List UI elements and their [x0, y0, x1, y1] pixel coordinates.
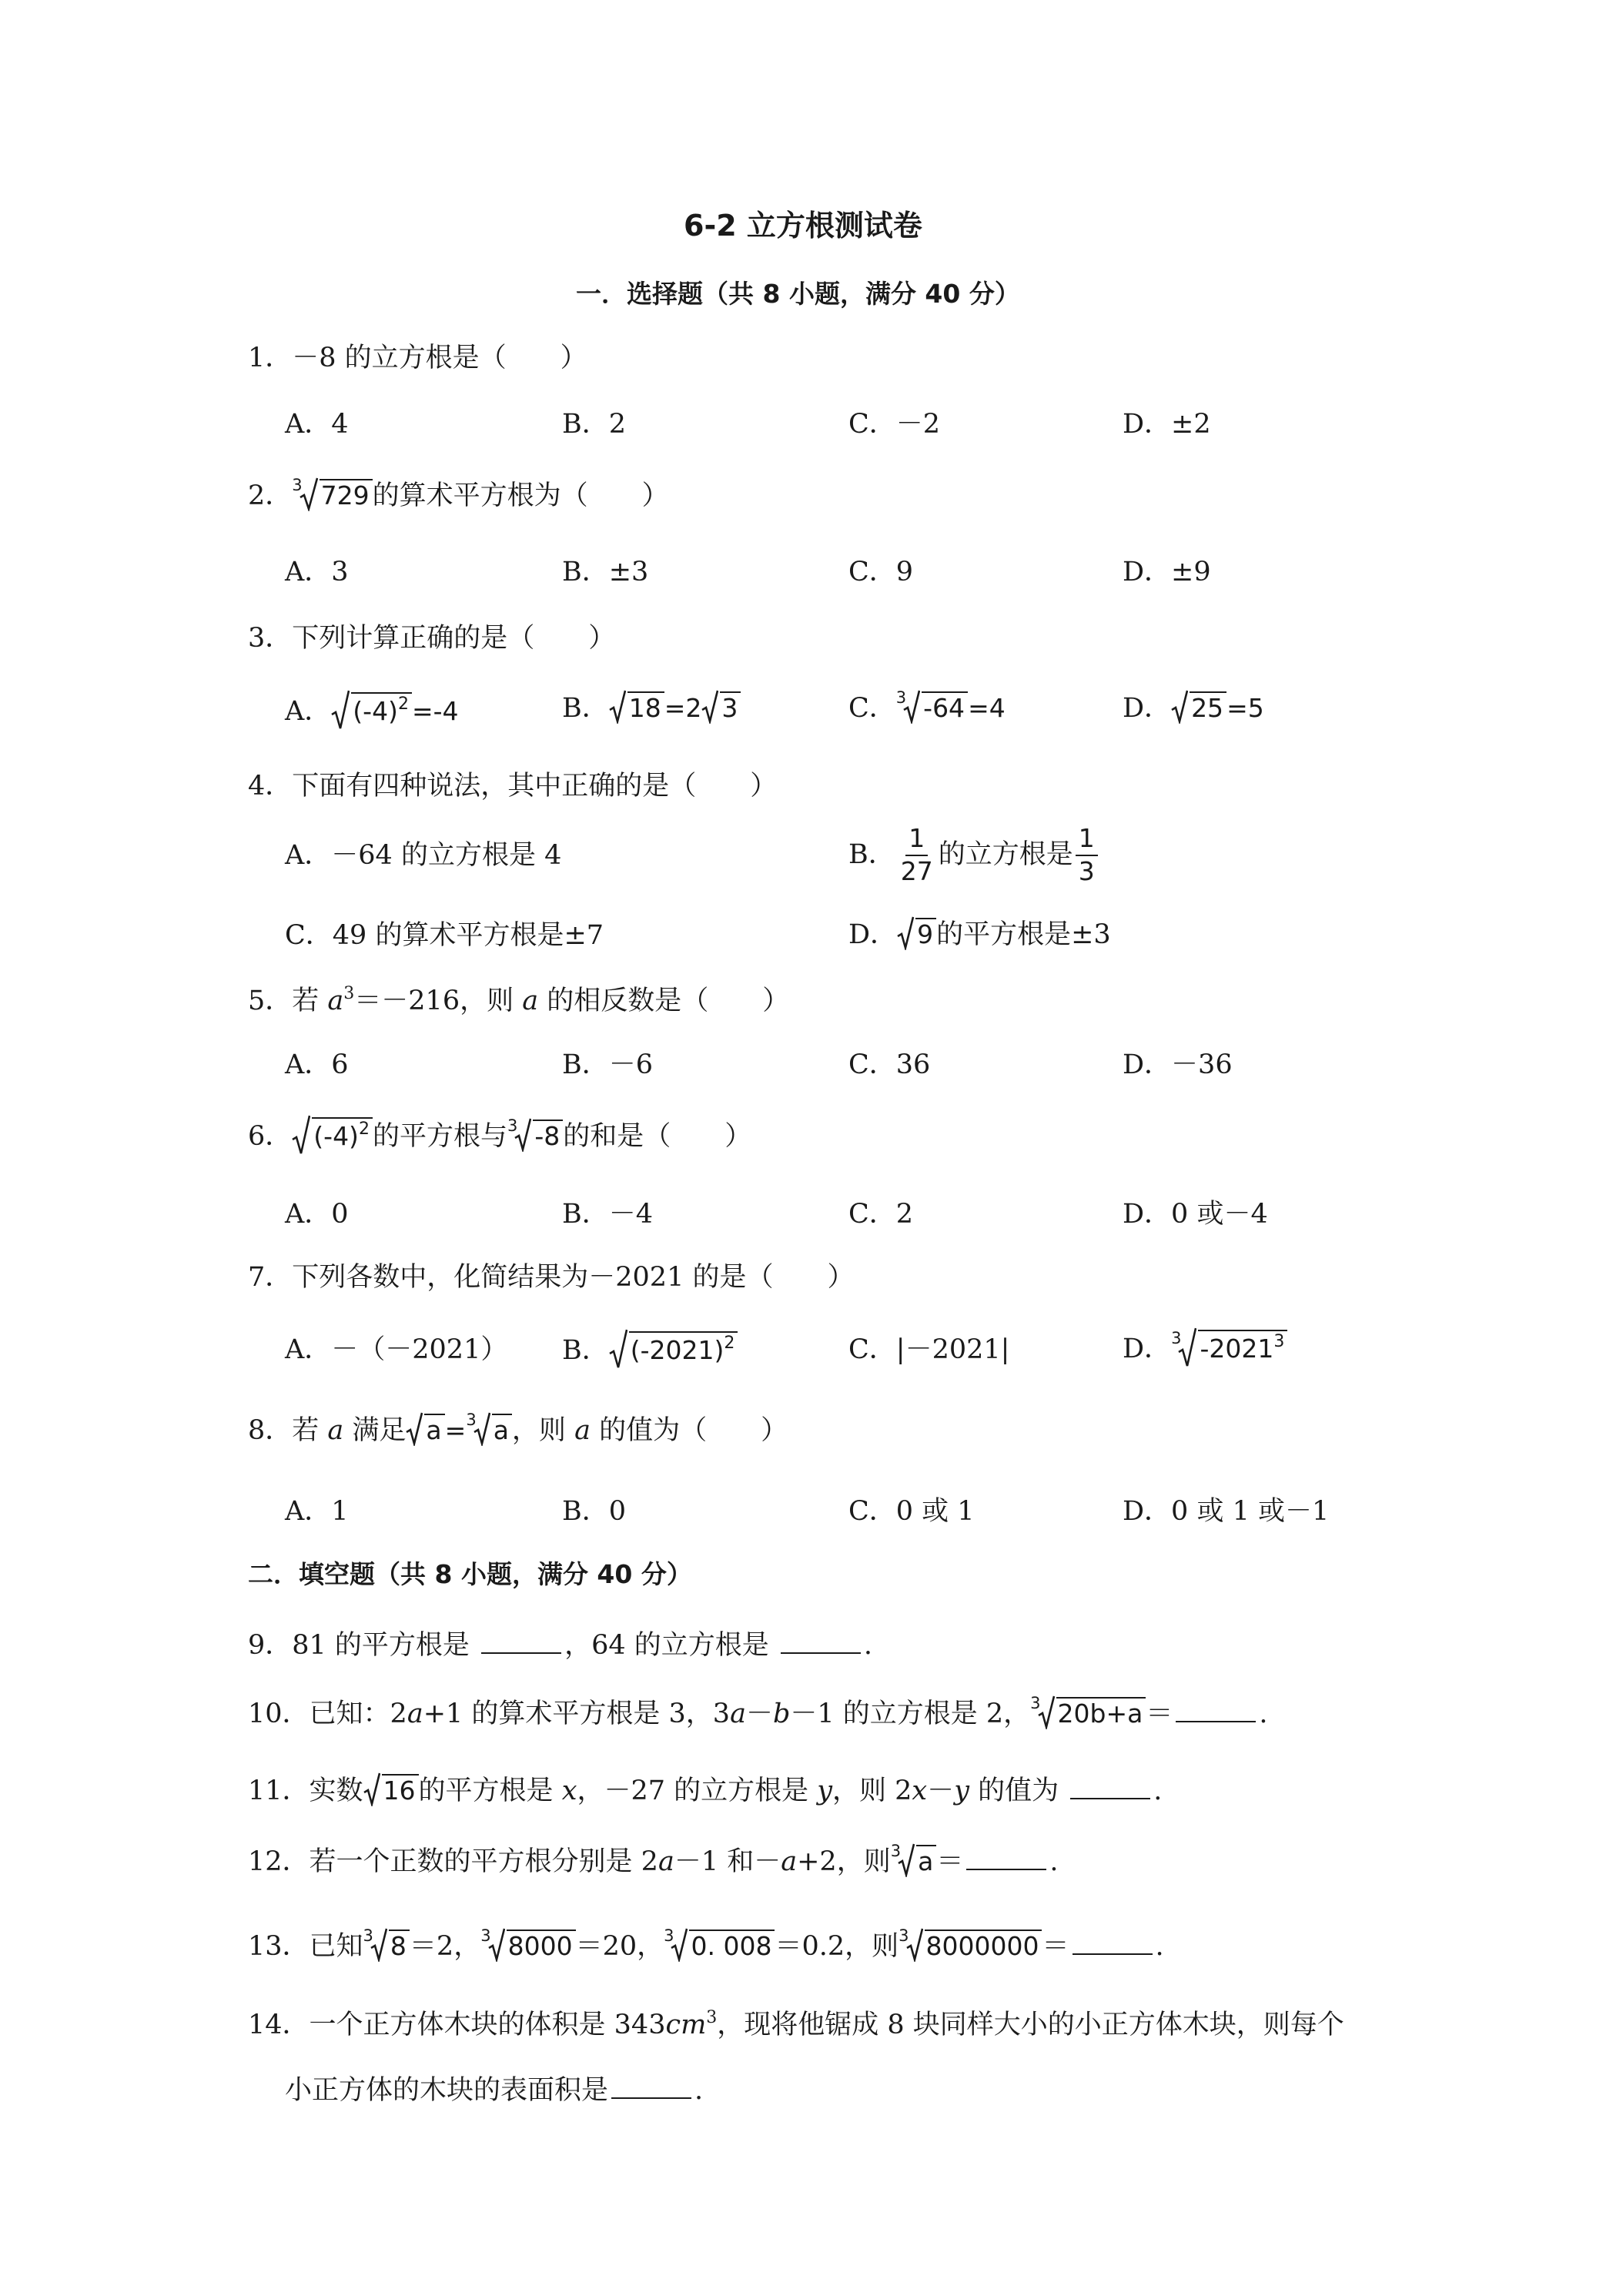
q9-part-1: 9．81 的平方根是 — [248, 1630, 479, 1661]
q8-option-b: B．0 — [562, 1496, 626, 1527]
q13-radicand-4: 8000000 — [925, 1930, 1042, 1959]
q8-mid: 满足 — [343, 1415, 407, 1446]
q11-v4: y — [954, 1776, 969, 1806]
q4-option-c: C．49 的算术平方根是±7 — [285, 920, 604, 951]
q12-radicand: a — [916, 1845, 936, 1874]
q3-c-radicand: -64 — [922, 691, 968, 721]
question-3-stem: 3．下列计算正确的是（ ） — [248, 623, 616, 654]
radical-icon — [903, 690, 920, 729]
q12-v1: a — [658, 1846, 674, 1877]
question-8-stem — [248, 1412, 788, 1451]
question-5-stem — [248, 986, 789, 1015]
fraction-numerator: 1 — [905, 825, 928, 856]
q11-v1: x — [561, 1776, 577, 1806]
q8-pre: 8．若 — [248, 1415, 328, 1446]
q4-b-fraction — [898, 825, 936, 885]
radical-icon — [897, 916, 914, 956]
radical-icon — [1171, 690, 1188, 729]
q14-p2: ，现将他锯成 8 块同样大小的小正方体木块，则每个 — [717, 2010, 1344, 2040]
q4-d-radicand: 9 — [915, 918, 936, 947]
q13-index-4: 3 — [899, 1926, 909, 1945]
q14-p3: . — [694, 2075, 704, 2106]
q4-b-mid: 的立方根是 — [938, 839, 1073, 871]
radical-icon — [514, 1118, 531, 1157]
question-13 — [248, 1928, 1164, 1967]
page-title: 6-2 立方根测试卷 — [684, 209, 922, 243]
q5-mid: ＝－216，则 — [354, 986, 523, 1016]
q7-option-b — [562, 1329, 738, 1374]
question-12 — [248, 1843, 1058, 1883]
q11-v3: x — [912, 1776, 928, 1806]
q10-index: 3 — [1030, 1694, 1041, 1712]
q5-pre: 5．若 — [248, 986, 328, 1016]
section-2-heading: 二．填空题（共 8 小题，满分 40 分） — [248, 1559, 692, 1589]
q12-p4: ＝ — [936, 1846, 964, 1877]
q7-d-exp: 3 — [1273, 1332, 1285, 1351]
q10-p3: － — [745, 1699, 773, 1729]
radical-icon — [370, 1928, 387, 1967]
q3-c-label: C． — [848, 693, 896, 724]
radical-icon — [701, 690, 718, 729]
q10-radicand: 20b+a — [1056, 1697, 1146, 1726]
q4-b-label: B． — [848, 839, 895, 871]
q4-option-a: A．－64 的立方根是 4 — [285, 840, 562, 871]
radical-icon — [474, 1412, 490, 1451]
q8-option-a: A．1 — [285, 1496, 349, 1527]
q5-option-b: B．－6 — [562, 1049, 653, 1080]
radical-icon — [1178, 1327, 1196, 1373]
q13-radicand-1: 8 — [389, 1930, 410, 1959]
q8-tail: 的值为（ ） — [590, 1415, 788, 1446]
radical-icon — [1038, 1695, 1055, 1735]
q3-option-d — [1123, 690, 1264, 729]
q6-number: 6． — [248, 1121, 293, 1152]
q8-option-d: D．0 或 1 或－1 — [1123, 1496, 1330, 1527]
q3-a-rhs: =-4 — [411, 696, 459, 726]
q1-option-b: B．2 — [562, 409, 626, 440]
q4-d-tail: 的平方根是±3 — [936, 919, 1111, 950]
q3-b-radicand-2: 3 — [720, 691, 741, 721]
section-1-heading: 一．选择题（共 8 小题，满分 40 分） — [576, 279, 1020, 309]
q8-mid2: ，则 — [511, 1415, 575, 1446]
q3-b-radicand: 18 — [627, 691, 664, 721]
q6-exp: 2 — [358, 1120, 370, 1139]
q2-option-d: D．±9 — [1123, 557, 1211, 587]
answer-blank[interactable] — [1070, 1776, 1150, 1799]
radical-icon — [406, 1412, 423, 1451]
q6-option-b: B．－4 — [562, 1199, 653, 1230]
q12-p3: +2，则 — [797, 1846, 891, 1877]
q7-option-d — [1123, 1327, 1287, 1373]
radical-icon — [671, 1928, 688, 1967]
q8-eq: = — [444, 1415, 467, 1445]
q7-d-base: -2021 — [1200, 1334, 1274, 1364]
q12-p5: . — [1049, 1846, 1059, 1877]
answer-blank[interactable] — [611, 2076, 691, 2099]
q4-option-d — [848, 916, 1111, 956]
q11-p3: ，－27 的立方根是 — [577, 1776, 818, 1806]
q11-p5: － — [927, 1776, 955, 1806]
q2-option-c: C．9 — [848, 557, 914, 587]
q11-v2: y — [817, 1776, 833, 1806]
q12-p1: 12．若一个正数的平方根分别是 2 — [248, 1846, 658, 1877]
q6-radicand-2: -8 — [533, 1120, 563, 1149]
q11-p1: 11．实数 — [248, 1776, 363, 1806]
q10-p6: . — [1259, 1699, 1268, 1729]
q13-index-1: 3 — [363, 1926, 373, 1945]
q8-var: a — [327, 1415, 344, 1446]
q7-option-a: A．－（－2021） — [285, 1334, 508, 1365]
q7-d-radicand — [1198, 1330, 1287, 1364]
q4-option-b — [848, 825, 1100, 885]
q6-option-a: A．0 — [285, 1199, 349, 1230]
q10-v2: a — [730, 1699, 746, 1729]
q2-tail: 的算术平方根为（ ） — [372, 480, 669, 511]
q13-index-3: 3 — [664, 1926, 674, 1945]
question-1-stem: 1．－8 的立方根是（ ） — [248, 343, 587, 373]
q14-line2: 小正方体的木块的表面积是 — [285, 2075, 609, 2106]
radical-icon — [609, 690, 626, 729]
q6-tail: 的和是（ ） — [563, 1121, 752, 1152]
question-14-line-2 — [285, 2076, 703, 2104]
q10-p1: 10．已知：2 — [248, 1699, 407, 1729]
answer-blank[interactable] — [781, 1631, 861, 1654]
q13-p5: ＝ — [1042, 1931, 1069, 1962]
q13-index-2: 3 — [480, 1926, 491, 1945]
q1-option-a: A．4 — [285, 409, 349, 440]
radical-icon — [363, 1772, 380, 1812]
q6-mid: 的平方根与 — [372, 1121, 507, 1152]
q7-b-radicand — [629, 1331, 738, 1363]
q11-p6: 的值为 — [969, 1776, 1068, 1806]
q5-option-a: A．6 — [285, 1049, 349, 1080]
q3-d-rhs: =5 — [1226, 693, 1264, 723]
question-10 — [248, 1695, 1268, 1735]
q3-a-radicand — [351, 692, 412, 724]
radical-icon — [898, 1843, 915, 1883]
q13-radicand-2: 8000 — [507, 1930, 576, 1959]
q14-p1: 14．一个正方体木块的体积是 343 — [248, 2010, 666, 2040]
radical-icon — [292, 1115, 310, 1160]
question-4-stem: 4．下面有四种说法，其中正确的是（ ） — [248, 771, 778, 802]
q3-a-exponent: 2 — [397, 694, 409, 714]
q8-radicand-2: a — [492, 1414, 512, 1443]
q12-index: 3 — [890, 1842, 902, 1860]
q13-p1: 13．已知 — [248, 1931, 363, 1962]
q12-v2: a — [781, 1846, 798, 1877]
q1-option-d: D．±2 — [1123, 409, 1211, 440]
q8-index: 3 — [466, 1411, 477, 1429]
q5-tail: 的相反数是（ ） — [538, 986, 790, 1016]
q6-option-d: D．0 或－4 — [1123, 1199, 1268, 1230]
q3-d-radicand: 25 — [1190, 691, 1226, 721]
question-7-stem: 7．下列各数中，化简结果为－2021 的是（ ） — [248, 1262, 855, 1293]
q4-d-label: D． — [848, 919, 898, 950]
q6-index: 3 — [507, 1116, 518, 1135]
q8-radicand-1: a — [424, 1414, 444, 1443]
fraction-numerator: 1 — [1076, 825, 1098, 856]
answer-blank[interactable] — [481, 1631, 561, 1654]
q13-p6: . — [1155, 1931, 1164, 1962]
q13-p4: ＝0.2，则 — [775, 1931, 899, 1962]
q13-p3: ＝20， — [575, 1931, 664, 1962]
q11-p2: 的平方根是 — [418, 1776, 562, 1806]
q3-option-c — [848, 690, 1006, 729]
q6-radicand-1 — [312, 1117, 373, 1149]
q14-unit: cm — [665, 2010, 707, 2040]
q5-var2: a — [522, 986, 539, 1016]
q3-d-label: D． — [1123, 693, 1172, 724]
q7-b-base: (-2021) — [630, 1335, 724, 1365]
q5-exp: 3 — [343, 984, 355, 1003]
q6-base: (-4) — [313, 1121, 359, 1151]
q13-p2: ＝2， — [409, 1931, 481, 1962]
q5-var: a — [327, 986, 344, 1016]
q5-option-c: C．36 — [848, 1049, 931, 1080]
q2-number: 2． — [248, 480, 293, 511]
q3-a-base: (-4) — [353, 696, 398, 726]
radical-icon — [300, 477, 318, 517]
q9-part-3: . — [863, 1630, 872, 1661]
radical-icon — [331, 690, 350, 735]
q8-var2: a — [574, 1415, 591, 1446]
q10-p5: ＝ — [1146, 1699, 1173, 1729]
q2-option-a: A．3 — [285, 557, 349, 587]
q3-c-index: 3 — [895, 688, 907, 707]
q11-p4: ，则 2 — [832, 1776, 912, 1806]
q8-option-c: C．0 或 1 — [848, 1496, 975, 1527]
q10-v1: a — [407, 1699, 423, 1729]
q2-radicand: 729 — [320, 479, 373, 508]
radical-icon — [488, 1928, 505, 1967]
q3-a-label: A． — [285, 696, 332, 727]
question-2-stem — [248, 477, 669, 517]
q4-b-fraction-2 — [1076, 825, 1098, 885]
q2-root-index: 3 — [292, 476, 303, 494]
radical-icon — [906, 1928, 923, 1967]
q3-b-eq: =2 — [664, 693, 702, 723]
radical-icon — [609, 1329, 627, 1374]
q14-exp: 3 — [706, 2008, 718, 2027]
q3-option-b — [562, 690, 741, 729]
q3-b-label: B． — [562, 693, 609, 724]
q9-part-2: ，64 的立方根是 — [564, 1630, 778, 1661]
q13-radicand-3: 0. 008 — [689, 1930, 775, 1959]
answer-blank[interactable] — [1073, 1932, 1153, 1955]
q7-d-index: 3 — [1171, 1329, 1182, 1347]
q2-option-b: B．±3 — [562, 557, 649, 587]
q5-option-d: D．－36 — [1123, 1049, 1233, 1080]
question-6-stem — [248, 1115, 751, 1160]
q7-b-exp: 2 — [724, 1334, 735, 1353]
q10-v3: b — [772, 1699, 791, 1729]
answer-blank[interactable] — [966, 1847, 1046, 1870]
q7-d-label: D． — [1123, 1334, 1172, 1364]
question-9 — [248, 1631, 872, 1659]
q6-option-c: C．2 — [848, 1199, 914, 1230]
q11-p7: . — [1153, 1776, 1163, 1806]
fraction-denominator: 3 — [1078, 855, 1095, 886]
q12-p2: －1 和－ — [674, 1846, 781, 1877]
q3-option-a — [285, 690, 459, 735]
q3-c-rhs: =4 — [968, 693, 1006, 723]
q1-option-c: C．－2 — [848, 409, 941, 440]
q10-p2: +1 的算术平方根是 3，3 — [423, 1699, 731, 1729]
q11-radicand: 16 — [382, 1774, 419, 1803]
answer-blank[interactable] — [1176, 1699, 1256, 1722]
q10-p4: －1 的立方根是 2， — [790, 1699, 1031, 1729]
question-14-line-1 — [248, 2010, 1344, 2039]
q7-b-label: B． — [562, 1335, 609, 1366]
fraction-denominator: 27 — [900, 855, 933, 886]
q7-option-c: C．|－2021| — [848, 1334, 1010, 1365]
question-11 — [248, 1772, 1162, 1812]
